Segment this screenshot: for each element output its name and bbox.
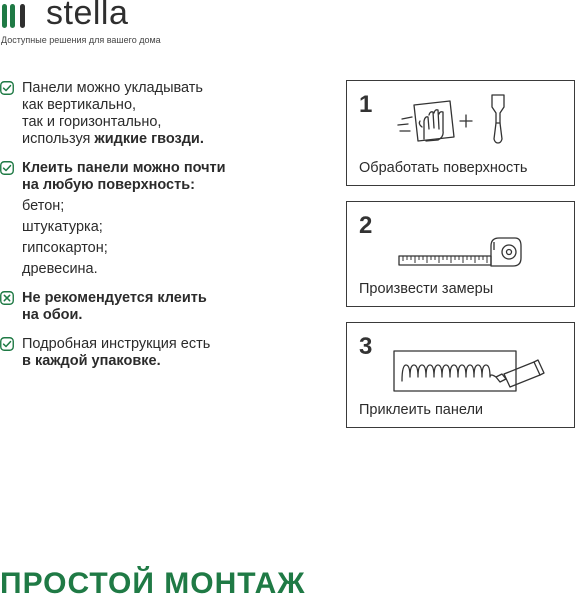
glue-tube-icon [392, 347, 552, 395]
item-emphasis: жидкие гвозди. [94, 131, 204, 147]
check-icon [0, 161, 14, 175]
item-line: на любую поверхность: [22, 177, 195, 193]
glove-cloth-spatula-icon [392, 91, 522, 146]
list-item [0, 160, 300, 278]
item-line: Не рекомендуется клеить [22, 290, 207, 306]
stella-logo-icon [0, 2, 40, 30]
check-icon [0, 337, 14, 351]
step-number: 3 [359, 333, 373, 360]
page-title: ПРОСТОЙ МОНТАЖ [0, 567, 306, 600]
item-line: на обои. [22, 307, 83, 323]
checklist [0, 80, 300, 382]
surface-item: гипсокартон; [22, 240, 108, 256]
step-caption: Приклеить панели [359, 402, 484, 418]
surface-list [22, 198, 300, 278]
step-card-3 [346, 322, 575, 428]
surface-item: древесина. [22, 261, 98, 277]
brand-tagline: Доступные решения для вашего дома [1, 35, 161, 45]
item-line: Клеить панели можно почти [22, 160, 226, 176]
step-number: 1 [359, 91, 373, 118]
list-item [0, 336, 300, 370]
surface-item: бетон; [22, 198, 65, 214]
item-line [22, 131, 300, 148]
step-caption: Обработать поверхность [359, 160, 528, 176]
tape-measure-icon [397, 232, 527, 272]
item-line: Подробная инструкция есть [22, 336, 211, 352]
brand-name: stella [46, 0, 129, 32]
step-card-1 [346, 80, 575, 186]
step-card-2 [346, 201, 575, 307]
surface-item: штукатурка; [22, 219, 103, 235]
check-icon [0, 81, 14, 95]
list-item [0, 80, 300, 148]
list-item [0, 290, 300, 324]
step-number: 2 [359, 212, 373, 239]
step-caption: Произвести замеры [359, 281, 494, 297]
item-line: в каждой упаковке. [22, 353, 161, 369]
item-line: так и горизонтально, [22, 114, 162, 130]
item-text: используя [22, 131, 95, 147]
item-line: как вертикально, [22, 97, 137, 113]
cross-icon [0, 291, 14, 305]
item-line: Панели можно укладывать [22, 80, 203, 96]
